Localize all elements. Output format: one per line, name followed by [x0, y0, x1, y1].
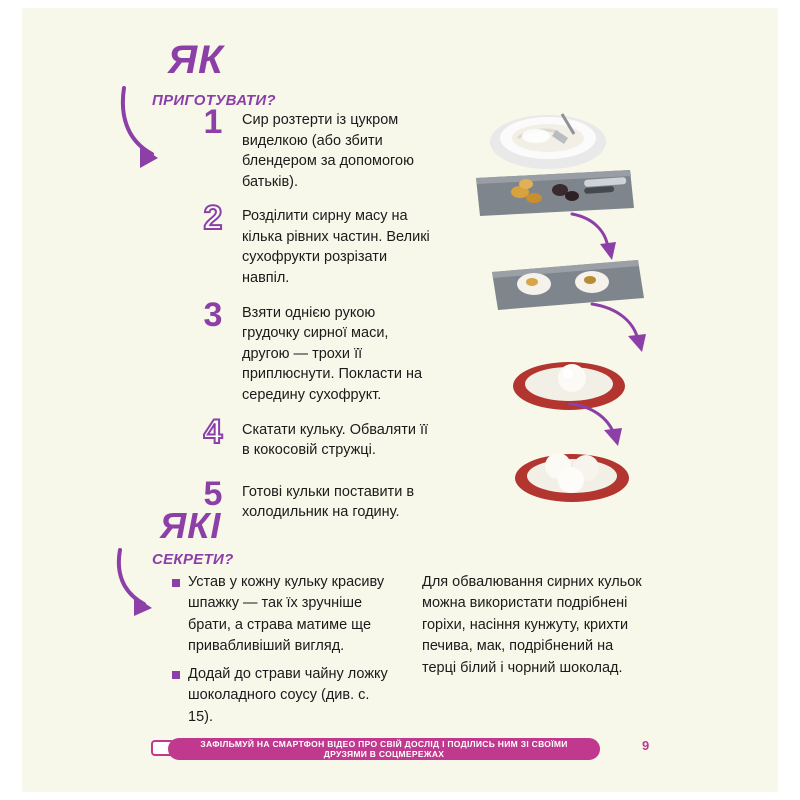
list-item-text: Додай до страви чайну ложку шоколадного соусу (див. с. 15).: [188, 665, 388, 725]
photo-plate-three-balls: [508, 442, 636, 504]
secrets-column-left: [172, 572, 396, 734]
step-number: 1: [203, 103, 223, 141]
photo-column: [458, 104, 688, 524]
section-1-title: ЯК: [168, 38, 224, 82]
step-text: Взяти однією рукою грудочку сирної маси, другою — трохи її приплюснути. Покласти на середину сухофрукт.: [242, 304, 423, 403]
footer-text: ЗАФІЛЬМУЙ НА СМАРТФОН ВІДЕО ПРО СВІЙ ДОСЛІД І ПОДІЛИСЬ НИМ ЗІ СВОЇМИ ДРУЗЯМИ В СОЦМЕРЕЖАХ: [200, 739, 568, 759]
bullet-square-icon: [172, 671, 180, 679]
footer-banner: [150, 738, 630, 760]
secrets-columns: [172, 572, 652, 734]
step-number: 2: [203, 199, 223, 238]
list-item: [172, 664, 396, 728]
step-text: Сир розтерти із цукром виделкою (або збити блендером за допомогою батьків).: [242, 112, 414, 190]
bullet-square-icon: [172, 579, 180, 587]
secrets-column-right: [422, 572, 646, 734]
step-text: Розділити сирну масу на кілька рівних частин. Великі сухофрукти розрізати навпіл.: [242, 208, 430, 287]
step-text: Скатати кульку. Обваляти її в кокосовій стружці.: [242, 421, 429, 459]
connector-arrow-icon: [566, 210, 626, 266]
section-1-subtitle: ПРИГОТУВАТИ?: [152, 92, 276, 109]
page-number: 9: [642, 738, 650, 753]
list-item: [422, 572, 646, 679]
section-2-title: ЯКІ: [160, 505, 222, 546]
connector-arrow-icon: [564, 400, 634, 450]
list-item-text: Для обвалювання сирних кульок можна використати подрібнені горіхи, насіння кунжуту, крихти печива, мак, подрібнений на терці білий і чорний шоколад.: [422, 574, 642, 676]
step-item: [196, 412, 436, 468]
section-2-subtitle: СЕКРЕТИ?: [152, 551, 234, 568]
step-item: [196, 295, 436, 406]
step-item: [196, 199, 436, 288]
connector-arrow-icon: [584, 300, 656, 358]
step-number: 3: [203, 295, 223, 334]
steps-list: [196, 103, 436, 544]
list-item-text: Устав у кожну кульку красиву шпажку — так їх зручніше брати, а страва матиме ще привабливіший вигляд.: [188, 574, 385, 655]
step-text: Готові кульки поставити в холодильник на годину.: [242, 483, 415, 521]
footer-pill: [168, 738, 600, 760]
step-item: [196, 474, 436, 530]
step-item: [196, 103, 436, 192]
step-number: 4: [203, 412, 223, 451]
step-number: 5: [203, 474, 223, 513]
list-item: [172, 572, 396, 658]
